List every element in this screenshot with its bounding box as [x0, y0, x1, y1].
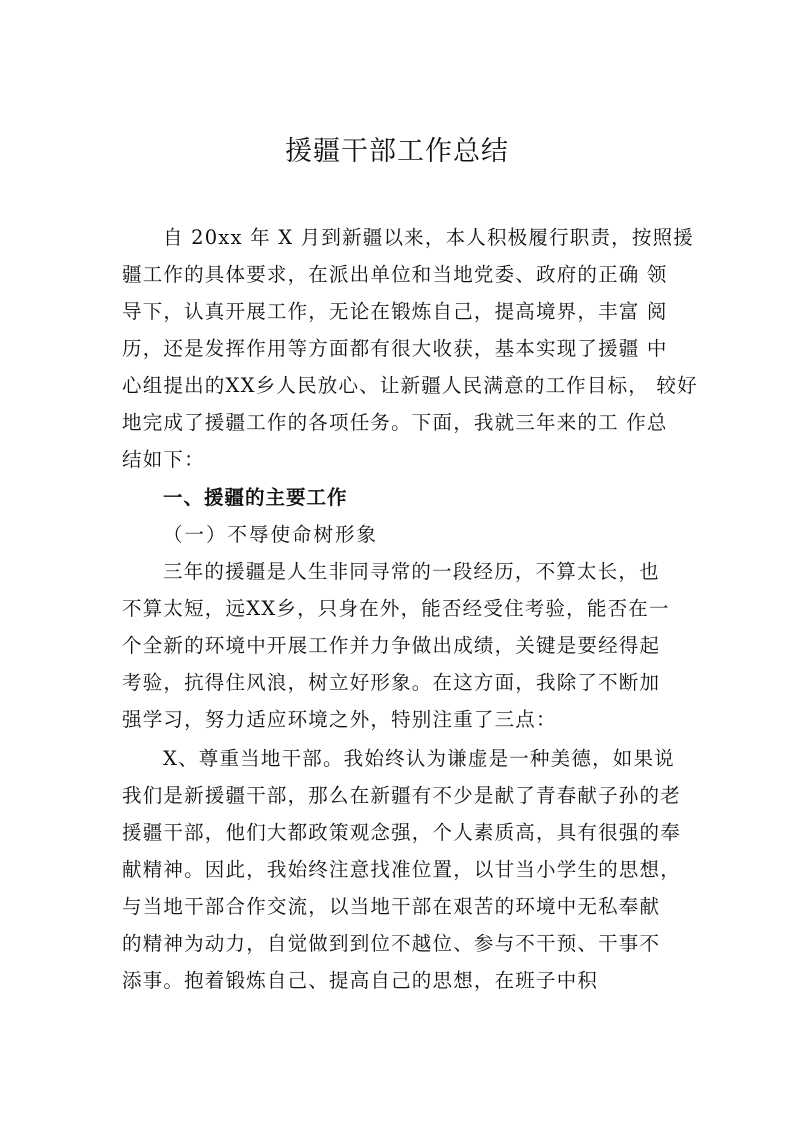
paragraph-line: 地完成了援疆工作的各项任务。下面，我就三年来的工 作总	[122, 411, 668, 434]
paragraph-line: 献精神。因此，我始终注意找准位置，以甘当小学生的思想，	[122, 858, 681, 881]
paragraph-line: 考验，抗得住风浪，树立好形象。在这方面，我除了不断加	[122, 671, 661, 694]
paragraph-line: 自 20xx 年 X 月到新疆以来，本人积极履行职责，按照援	[163, 226, 694, 249]
paragraph-line: 个全新的环境中开展工作并力争做出成绩，关键是要经得起	[122, 634, 661, 657]
paragraph-line: 我们是新援疆干部，那么在新疆有不少是献了青春献子孙的老	[122, 784, 681, 807]
paragraph-line: 强学习，努力适应环境之外，特别注重了三点：	[122, 708, 557, 731]
subsection-heading: （一）不辱使命树形象	[163, 523, 379, 546]
section-heading: 一、援疆的主要工作	[163, 486, 348, 509]
paragraph-line: 援疆干部，他们大都政策观念强，个人素质高，具有很强的奉	[122, 821, 681, 844]
paragraph-line: X、尊重当地干部。我始终认为谦虚是一种美德，如果说	[163, 747, 675, 770]
paragraph-line: 历，还是发挥作用等方面都有很大收获，基本实现了援疆 中	[122, 337, 668, 360]
paragraph-line: 心组提出的XX乡人民放心、让新疆人民满意的工作目标， 较好	[122, 374, 698, 397]
paragraph-line: 导下，认真开展工作，无论在锻炼自己，提高境界，丰富 阅	[122, 300, 668, 323]
paragraph-line: 疆工作的具体要求，在派出单位和当地党委、政府的正确 领	[122, 263, 668, 286]
paragraph-line: 的精神为动力，自觉做到到位不越位、参与不干预、干事不	[122, 932, 661, 955]
paragraph-line: 添事。抱着锻炼自己、提高自己的思想，在班子中积	[122, 969, 599, 992]
paragraph-line: 与当地干部合作交流，以当地干部在艰苦的环境中无私奉献	[122, 895, 661, 918]
paragraph-line: 结如下：	[122, 448, 205, 471]
paragraph-line: 三年的援疆是人生非同寻常的一段经历，不算太长，也	[163, 560, 660, 583]
paragraph-line: 不算太短，远XX乡，只身在外，能否经受住考验，能否在一	[122, 597, 670, 620]
document-title: 援疆干部工作总结	[285, 136, 509, 167]
